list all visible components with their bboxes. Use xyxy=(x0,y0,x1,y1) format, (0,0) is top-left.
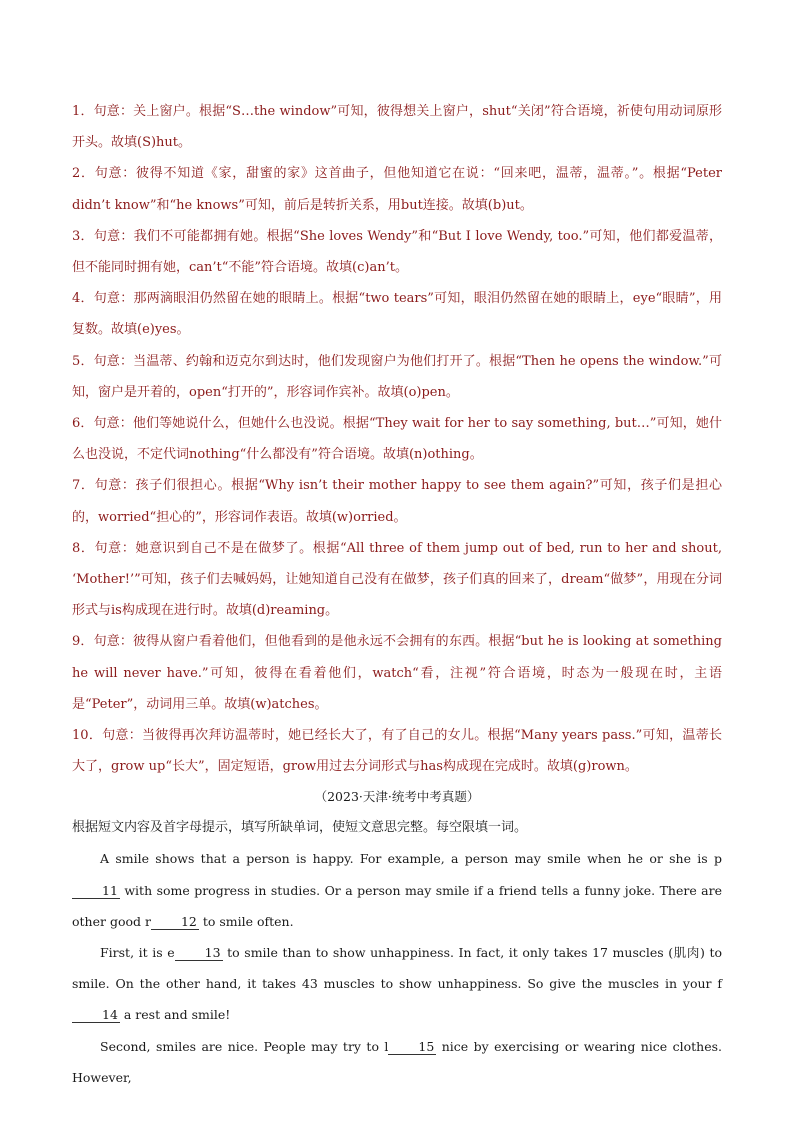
passage-paragraph-2 xyxy=(72,937,722,1031)
answer-10: 10．句意：当彼得再次拜访温蒂时，她已经长大了，有了自己的女儿。根据“Many years pass.”可知，温蒂长大了，grow up“长大”，固定短语，grow用过去分词形式与has构成现在完成时。故填(g)rown。 xyxy=(72,728,722,775)
passage-text: A smile shows that a person is happy. For example, a person may smile when he or she is p xyxy=(100,851,722,867)
question-source: （2023·天津·统考中考真题） xyxy=(314,789,480,805)
passage-text: First, it is e xyxy=(100,945,175,961)
answer-9: 9．句意：彼得从窗户看着他们，但他看到的是他永远不会拥有的东西。根据“but he is looking at something he will never have.”可知，彼得在看着他们，watch“看，注视”符合语境，时态为一般现在时，主语是“Peter”，动词用三单。故填(w)atches。 xyxy=(72,634,722,712)
passage-paragraph-1 xyxy=(72,843,722,937)
passage-text: nice by exercising or wearing nice clothes. However, xyxy=(72,1038,723,1085)
passage-text: to smile than to show unhappiness. In fact, it only takes 17 muscles (肌肉) to smile. On the other hand, it takes 43 muscles to show unhappiness. So give the muscles in your f xyxy=(72,945,723,992)
blank-13: 13 xyxy=(175,946,223,961)
answer-2: 2．句意：彼得不知道《家，甜蜜的家》这首曲子，但他知道它在说：“回来吧，温蒂，温蒂。”。根据“Peter didn’t know”和“he knows”可知，前后是转折关系，用but连接。故填(b)ut。 xyxy=(72,166,722,213)
passage-text: Second, smiles are nice. People may try to l xyxy=(100,1038,389,1054)
answer-7: 7．句意：孩子们很担心。根据“Why isn’t their mother happy to see them again?”可知，孩子们是担心的，worried“担心的”，形容词作表语。故填(w)orried。 xyxy=(72,478,722,525)
answer-3: 3．句意：我们不可能都拥有她。根据“She loves Wendy”和“But I love Wendy, too.”可知，他们都爱温蒂，但不能同时拥有她，can’t“不能”符合语境。故填(c)an’t。 xyxy=(72,228,722,276)
answer-5: 5．句意：当温蒂、约翰和迈克尔到达时，他们发现窗户为他们打开了。根据“Then he opens the window.”可知，窗户是开着的，open“打开的”，形容词作宾补。故填(o)pen。 xyxy=(72,353,722,400)
blank-11: 11 xyxy=(72,884,120,899)
answer-1: 1．句意：关上窗户。根据“S…the window”可知，彼得想关上窗户，shut“关闭”符合语境，祈使句用动词原形开头。故填(S)hut。 xyxy=(72,104,722,151)
answer-4: 4．句意：那两滴眼泪仍然留在她的眼睛上。根据“two tears”可知，眼泪仍然留在她的眼睛上，eye“眼睛”，用复数。故填(e)yes。 xyxy=(72,291,722,338)
passage-text: a rest and smile! xyxy=(119,1007,231,1023)
answer-8: 8．句意：她意识到自己不是在做梦了。根据“All three of them jump out of bed, run to her and shout, ‘Mother!’”可知，孩子们去喊妈妈，让她知道自己没有在做梦，孩子们真的回来了，dream“做梦”，用现在分词形式与is构成现在进行时。故填(d)reaming。 xyxy=(72,540,722,619)
blank-15: 15 xyxy=(388,1040,436,1055)
blank-12: 12 xyxy=(151,915,199,930)
passage-text: to smile often. xyxy=(198,913,294,929)
passage-text: with some progress in studies. Or a person may smile if a friend tells a funny joke. There are other good r xyxy=(72,882,722,929)
blank-14: 14 xyxy=(72,1008,120,1023)
question-instruction: 根据短文内容及首字母提示，填写所缺单词，使短文意思完整。每空限填一词。 xyxy=(72,820,528,836)
passage-paragraph-3 xyxy=(72,1031,722,1093)
answer-6: 6．句意：他们等她说什么，但她什么也没说。根据“They wait for her to say something, but…”可知，她什么也没说，不定代词nothing“什么都没有”符合语境。故填(n)othing。 xyxy=(72,416,722,463)
document-page xyxy=(72,96,722,1093)
